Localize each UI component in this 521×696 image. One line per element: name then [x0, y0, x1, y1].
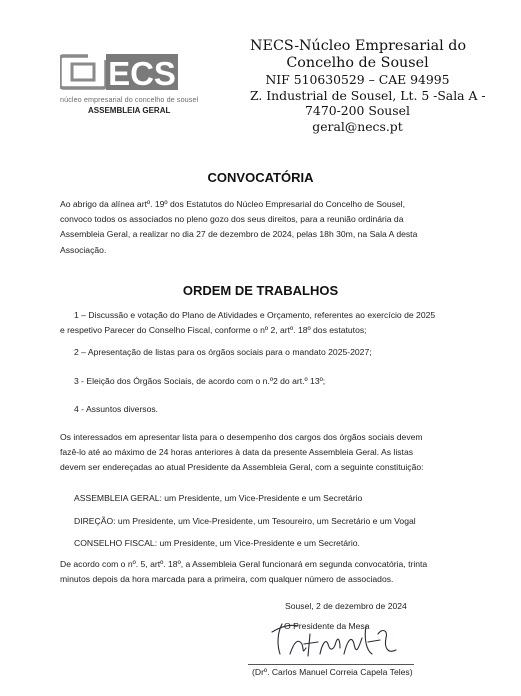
- agenda-item-2: 2 – Apresentação de listas para os órgãos sociais para o mandato 2025-2027;: [74, 347, 372, 357]
- org-nif: NIF 510630529 – CAE 94995: [265, 72, 450, 87]
- org-name-line-1: NECS-Núcleo Empresarial do: [250, 38, 467, 54]
- agenda-item-4: 4 - Assuntos diversos.: [74, 404, 159, 414]
- paragraph-line: minutos depois da hora marcada para a primeira, com qualquer número de associados.: [60, 574, 394, 585]
- paragraph-line: fazê-lo até ao máximo de 24 horas anteriores à data da presente Assembleia Geral. As listas: [60, 447, 414, 458]
- composition-fiscal: CONSELHO FISCAL: um Presidente, um Vice-Presidente e um Secretário.: [74, 538, 360, 548]
- org-address-line-1: Z. Industrial de Sousel, Lt. 5 -Sala A -: [250, 87, 486, 103]
- signer-name: (Drº. Carlos Manuel Correia Capela Teles): [252, 667, 413, 677]
- signer-role: O Presidente da Mesa: [284, 621, 370, 631]
- composition-direcao: DIREÇÃO: um Presidente, um Vice-Presidente, um Tesoureiro, um Secretário e um Vogal: [74, 516, 416, 526]
- paragraph-line: Associação.: [60, 244, 107, 255]
- org-address-line-2: 7470-200 Sousel: [305, 103, 410, 118]
- convocatoria-paragraph: [60, 197, 463, 258]
- logo-text: ECS: [108, 55, 176, 92]
- agenda-item-line: 1 – Discussão e votação do Plano de Atividades e Orçamento, referentes ao exercício de 2025: [74, 310, 436, 320]
- paragraph-line: De acordo com o nº. 5, artº. 18º, a Assembleia Geral funcionará em segunda convocatória, trinta: [60, 559, 428, 569]
- paragraph-line: Assembleia Geral, a realizar no dia 27 de dezembro de 2024, pelas 18h 30m, na Sala A desta: [60, 229, 418, 240]
- paragraph-line: Os interessados em apresentar lista para o desempenho dos cargos dos órgãos sociais devem: [60, 432, 423, 442]
- org-email: geral@necs.pt: [312, 118, 403, 134]
- agenda-item-3: 3 - Eleição dos Órgãos Sociais, de acordo com o n.º2 do art.º 13º;: [74, 376, 326, 386]
- handwritten-signature: [268, 614, 406, 662]
- org-name-line-2: Concelho de Sousel: [286, 55, 429, 71]
- logo-section-label: ASSEMBLEIA GERAL: [88, 106, 171, 115]
- paragraph-line: Ao abrigo da alínea artº. 19º dos Estatutos do Núcleo Empresarial do Concelho de Sousel,: [60, 199, 405, 209]
- listas-paragraph: [60, 430, 463, 476]
- place-date: Sousel, 2 de dezembro de 2024: [285, 601, 407, 611]
- necs-logo: [60, 50, 180, 98]
- paragraph-line: convoco todos os associados no pleno gozo dos seus direitos, para a reunião ordinária da: [60, 214, 404, 225]
- paragraph-line: devem ser endereçadas ao atual Presidente da Assembleia Geral, com a seguinte constituição:: [60, 462, 424, 473]
- convocatoria-title: CONVOCATÓRIA: [207, 170, 314, 185]
- organization-address: [250, 38, 486, 134]
- composition-assembleia: ASSEMBLEIA GERAL: um Presidente, um Vice-Presidente e um Secretário: [74, 493, 363, 503]
- final-paragraph: [60, 557, 470, 587]
- logo-subtitle: núcleo empresarial do concelho de sousel: [60, 95, 199, 104]
- ordem-title: ORDEM DE TRABALHOS: [182, 283, 339, 298]
- agenda-item-line: e respetivo Parecer do Conselho Fiscal, conforme o nº 2, artº. 18º dos estatutos;: [60, 325, 367, 336]
- agenda-item-1: [60, 308, 470, 338]
